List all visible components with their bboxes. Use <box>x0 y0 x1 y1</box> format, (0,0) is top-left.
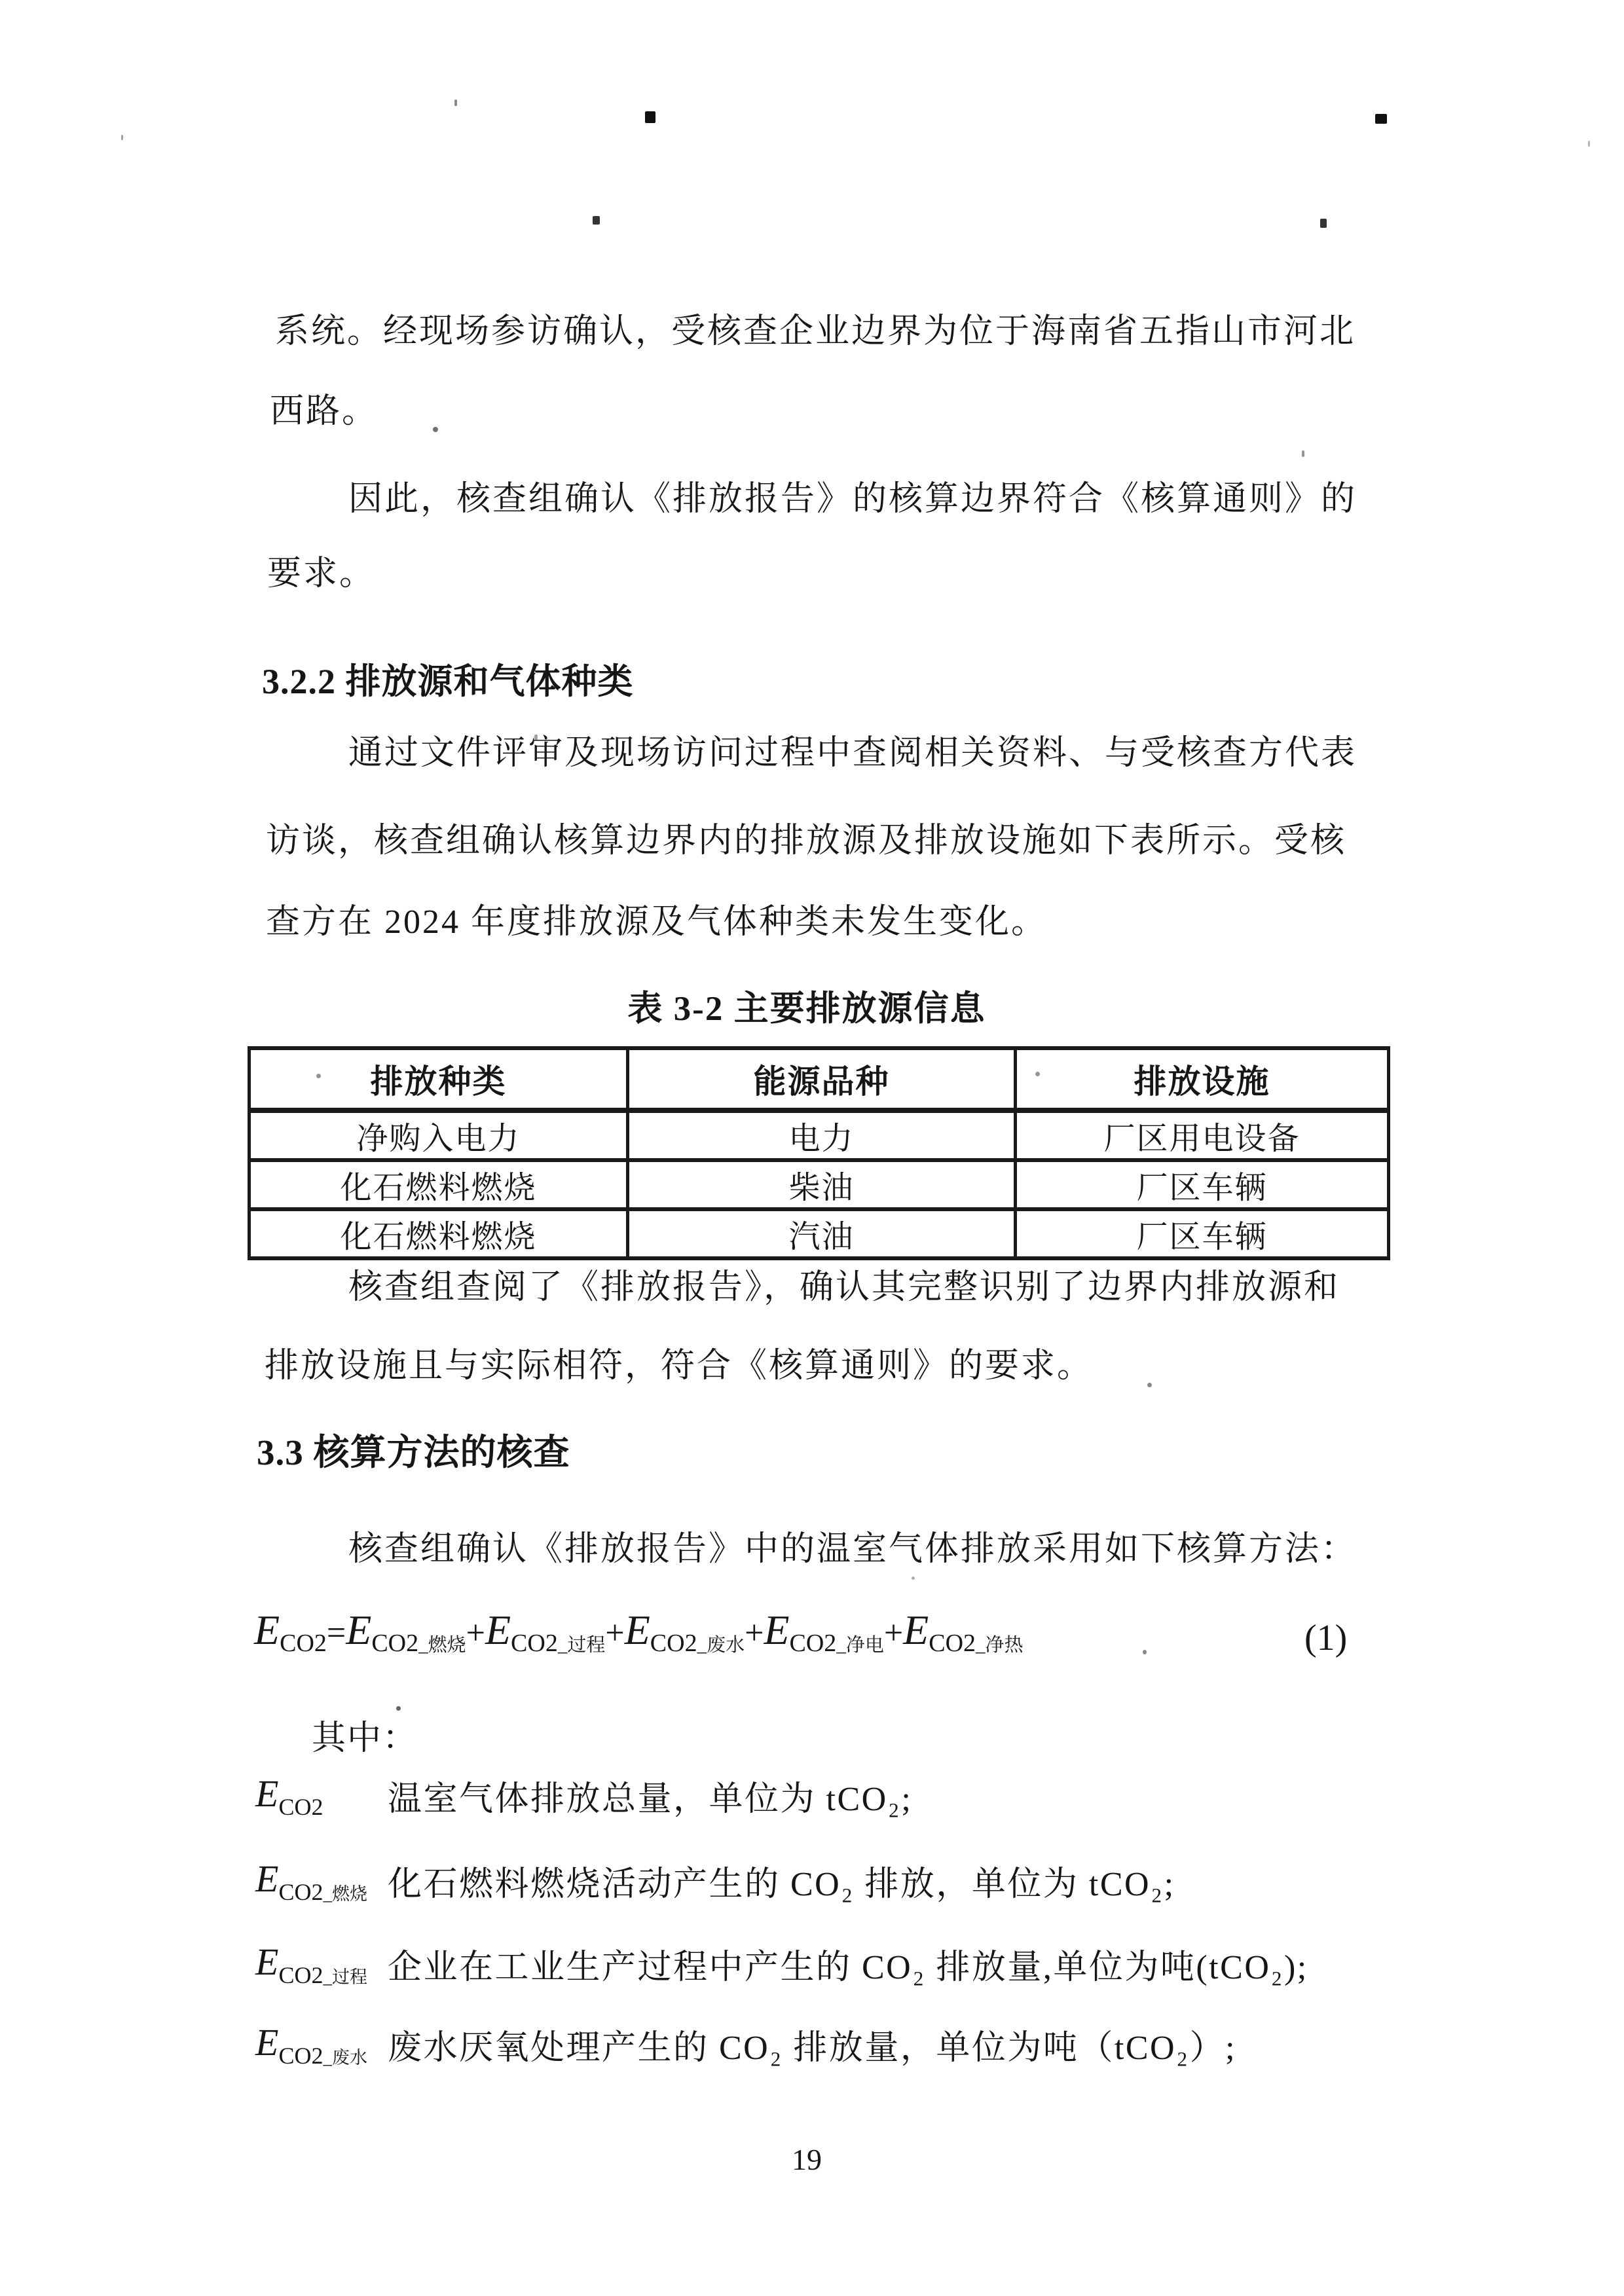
definition-term: $E_{CO2\_废水}$ <box>255 2021 367 2069</box>
table-cell: 厂区用电设备 <box>1016 1110 1389 1160</box>
definition-term: $E_{CO2\_燃烧}$ <box>255 1857 367 1905</box>
paragraph-line: 要求。 <box>267 555 376 592</box>
table-cell: 电力 <box>628 1110 1016 1160</box>
scan-speck <box>534 735 538 740</box>
scan-speck <box>1320 219 1327 228</box>
formula-term: $E_{CO2}$ <box>254 1607 327 1658</box>
formula-term: $+E_{CO2\_废水}$ <box>605 1607 745 1658</box>
formula-co2-total <box>254 1609 1024 1656</box>
scan-speck <box>1147 1383 1152 1387</box>
table-cell: 净购入电力 <box>249 1110 628 1160</box>
scan-speck <box>645 111 655 123</box>
formula-term: $=E_{CO2\_燃烧}$ <box>326 1607 466 1658</box>
formula-number: (1) <box>1304 1618 1348 1658</box>
scan-speck <box>1375 114 1387 124</box>
definition-description: 温室气体排放总量，单位为 tCO₂; <box>388 1781 913 1818</box>
scan-speck <box>1035 1072 1040 1076</box>
paragraph-line: 核查组确认《排放报告》中的温室气体排放采用如下核算方法： <box>348 1531 1357 1568</box>
table-header-cell: 排放种类 <box>249 1048 628 1110</box>
table-cell: 柴油 <box>628 1160 1016 1209</box>
table-row <box>249 1160 1389 1209</box>
paragraph-line: 系统。经现场参访确认，受核查企业边界为位于海南省五指山市河北 <box>275 313 1356 350</box>
paragraph-line: 排放设施且与实际相符，符合《核算通则》的要求。 <box>265 1347 1094 1385</box>
table-cell: 汽油 <box>628 1209 1016 1258</box>
formula-symbol: E <box>485 1607 511 1653</box>
definition-term: $E_{CO2\_过程}$ <box>255 1941 367 1988</box>
table-header-cell: 能源品种 <box>628 1048 1016 1110</box>
formula-symbol: E <box>254 1607 280 1653</box>
definition-description: 废水厌氧处理产生的 CO₂ 排放量，单位为吨（tCO₂）; <box>388 2030 1237 2067</box>
table-row <box>249 1110 1389 1160</box>
paragraph-line: 查方在 2024 年度排放源及气体种类未发生变化。 <box>266 903 1048 941</box>
formula-symbol: E <box>346 1607 372 1653</box>
scan-speck <box>1265 738 1268 744</box>
section-heading-3-3: 3.3 核算方法的核查 <box>257 1432 570 1472</box>
formula-term: $+E_{CO2\_净电}$ <box>745 1607 884 1658</box>
table-cell: 化石燃料燃烧 <box>249 1209 628 1258</box>
scan-speck <box>1302 450 1304 457</box>
scan-speck <box>454 100 457 106</box>
definition-row <box>255 1772 1434 1833</box>
paragraph-line: 核查组查阅了《排放报告》，确认其完整识别了边界内排放源和 <box>348 1269 1340 1306</box>
formula-symbol: E <box>903 1607 929 1653</box>
formula-symbol: E <box>764 1607 790 1653</box>
where-label: 其中： <box>312 1720 418 1757</box>
emission-source-table <box>248 1046 1390 1260</box>
table-cell: 化石燃料燃烧 <box>249 1160 628 1209</box>
definition-row <box>255 1857 1434 1918</box>
paragraph-line: 因此，核查组确认《排放报告》的核算边界符合《核算通则》的 <box>348 481 1357 518</box>
definition-description: 企业在工业生产过程中产生的 CO₂ 排放量,单位为吨(tCO₂); <box>388 1949 1308 1986</box>
definition-term: $E_{CO2}$ <box>255 1772 323 1820</box>
section-heading-3-2-2: 3.2.2 排放源和气体种类 <box>262 662 634 701</box>
table-header-row <box>249 1048 1389 1110</box>
table-title: 表 3-2 主要排放源信息 <box>627 990 986 1028</box>
table-cell: 厂区车辆 <box>1016 1209 1389 1258</box>
formula-term: $+E_{CO2\_净热}$ <box>883 1607 1024 1658</box>
table-cell: 厂区车辆 <box>1016 1160 1389 1209</box>
table-header-cell: 排放设施 <box>1016 1048 1389 1110</box>
scan-speck <box>396 1706 401 1711</box>
formula-symbol: E <box>624 1607 650 1653</box>
scan-speck <box>1143 1650 1147 1654</box>
paragraph-line: 通过文件评审及现场访问过程中查阅相关资料、与受核查方代表 <box>348 735 1357 772</box>
definition-description: 化石燃料燃烧活动产生的 CO₂ 排放，单位为 tCO₂; <box>388 1866 1175 1903</box>
paragraph-line: 西路。 <box>270 393 378 430</box>
scan-speck <box>316 1074 321 1078</box>
scan-speck <box>1588 141 1590 147</box>
paragraph-line: 访谈，核查组确认核算边界内的排放源及排放设施如下表所示。受核 <box>266 822 1347 860</box>
scan-speck <box>912 1576 915 1580</box>
scan-speck <box>433 427 438 432</box>
formula-term: $+E_{CO2\_过程}$ <box>466 1607 606 1658</box>
definition-row <box>255 2021 1434 2082</box>
scan-speck <box>121 135 123 140</box>
scan-speck <box>593 216 600 225</box>
table-row <box>249 1209 1389 1258</box>
definition-row <box>255 1941 1434 2001</box>
page-number: 19 <box>792 2143 822 2176</box>
